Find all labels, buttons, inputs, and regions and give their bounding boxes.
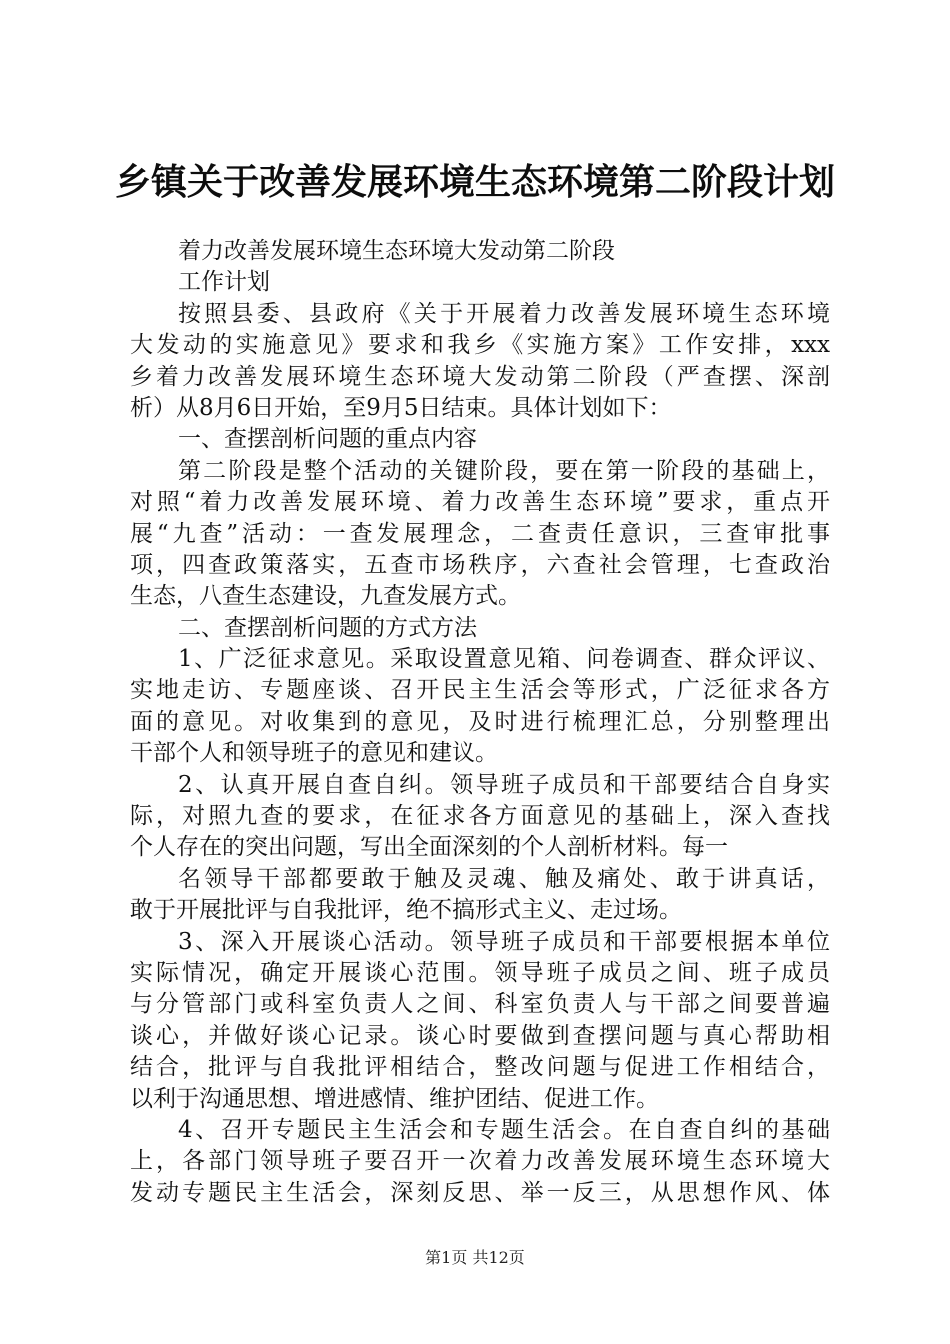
text-line: 上，各部门领导班子要召开一次着力改善发展环境生态环境大 bbox=[130, 1148, 830, 1175]
text-line: 个人存在的突出问题，写出全面深刻的个人剖析材料。每一 bbox=[130, 834, 728, 861]
text-line: 大发动的实施意见》要求和我乡《实施方案》工作安排，xxx bbox=[130, 332, 830, 359]
text-line: 实地走访、专题座谈、召开民主生活会等形式，广泛征求各方 bbox=[130, 677, 830, 704]
text-line: 实际情况，确定开展谈心范围。领导班子成员之间、班子成员 bbox=[130, 959, 830, 986]
document-title: 乡镇关于改善发展环境生态环境第二阶段计划 bbox=[114, 161, 835, 203]
text-line: 乡着力改善发展环境生态环境大发动第二阶段（严查摆、深剖 bbox=[130, 363, 830, 390]
text-line: 发动专题民主生活会，深刻反思、举一反三，从思想作风、体 bbox=[130, 1179, 830, 1206]
text-line: 敢于开展批评与自我批评，绝不搞形式主义、走过场。 bbox=[130, 897, 682, 924]
document-body bbox=[130, 236, 830, 1209]
text-line: 4、召开专题民主生活会和专题生活会。在自查自纠的基础 bbox=[178, 1116, 830, 1143]
text-line: 3、深入开展谈心活动。领导班子成员和干部要根据本单位 bbox=[178, 928, 830, 955]
text-line: 第二阶段是整个活动的关键阶段，要在第一阶段的基础上， bbox=[178, 457, 830, 484]
text-line: 面的意见。对收集到的意见，及时进行梳理汇总，分别整理出 bbox=[130, 708, 830, 735]
text-line: 按照县委、县政府《关于开展着力改善发展环境生态环境 bbox=[178, 300, 830, 327]
text-line: 一、查摆剖析问题的重点内容 bbox=[178, 426, 477, 453]
text-line: 项，四查政策落实，五查市场秩序，六查社会管理，七查政治 bbox=[130, 551, 830, 578]
text-line: 结合，批评与自我批评相结合，整改问题与促进工作相结合， bbox=[130, 1054, 830, 1081]
text-line: 际，对照九查的要求，在征求各方面意见的基础上，深入查找 bbox=[130, 803, 830, 830]
text-line: 名领导干部都要敢于触及灵魂、触及痛处、敢于讲真话， bbox=[178, 865, 830, 892]
text-line: 谈心，并做好谈心记录。谈心时要做到查摆问题与真心帮助相 bbox=[130, 1022, 830, 1049]
text-line: 对照“着力改善发展环境、着力改善生态环境”要求，重点开 bbox=[130, 489, 830, 516]
text-line: 2、认真开展自查自纠。领导班子成员和干部要结合自身实 bbox=[178, 771, 830, 798]
text-line: 生态，八查生态建设，九查发展方式。 bbox=[130, 583, 521, 610]
text-line: 展“九查”活动：一查发展理念，二查责任意识，三查审批事 bbox=[130, 520, 830, 547]
text-line: 与分管部门或科室负责人之间、科室负责人与干部之间要普遍 bbox=[130, 991, 830, 1018]
text-line: 工作计划 bbox=[178, 269, 270, 296]
text-line: 干部个人和领导班子的意见和建议。 bbox=[130, 740, 498, 767]
text-line: 二、查摆剖析问题的方式方法 bbox=[178, 614, 477, 641]
text-line: 以利于沟通思想、增进感情、维护团结、促进工作。 bbox=[130, 1085, 659, 1112]
text-line: 1、广泛征求意见。采取设置意见箱、问卷调查、群众评议、 bbox=[178, 646, 830, 673]
page-footer: 第1页 共12页 bbox=[425, 1248, 525, 1267]
text-line: 析）从8月6日开始，至9月5日结束。具体计划如下： bbox=[130, 394, 672, 421]
text-line: 着力改善发展环境生态环境大发动第二阶段 bbox=[178, 238, 615, 264]
